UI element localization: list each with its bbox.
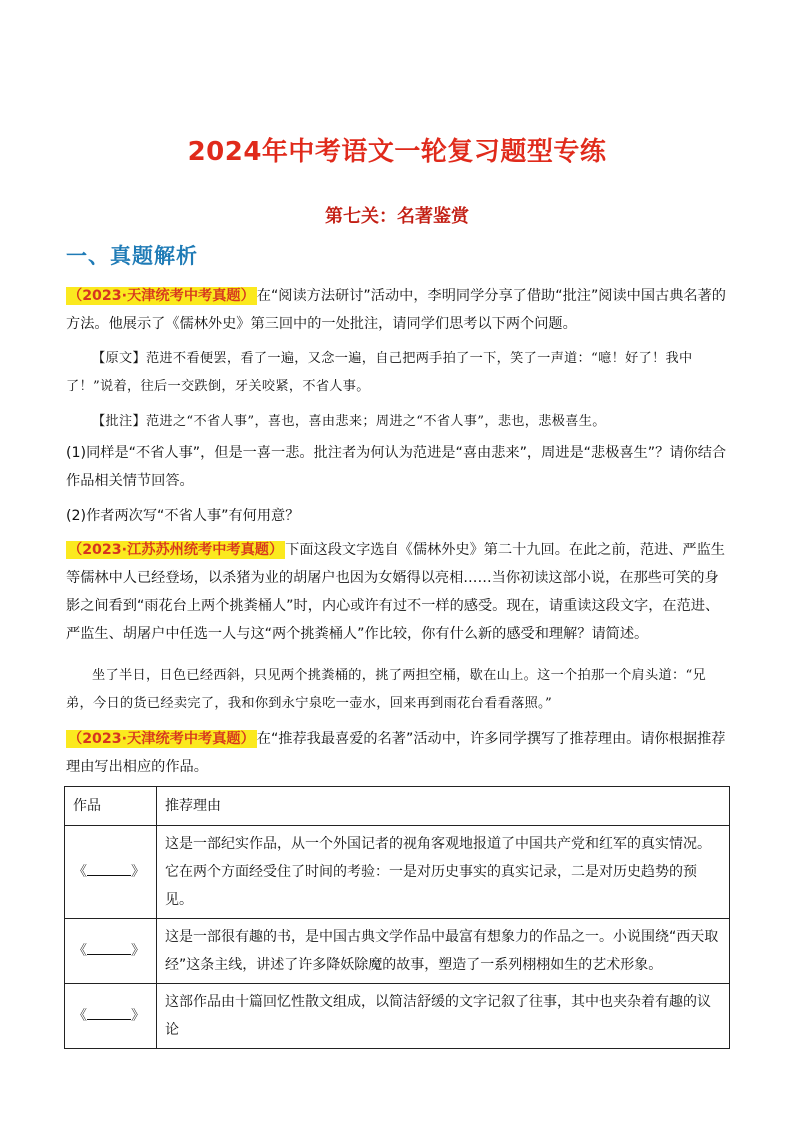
annotation-text-content: 【批注】范进之“不省人事”，喜也，喜由悲来；周进之“不省人事”，悲也，悲极喜生。 <box>92 414 606 429</box>
table-row <box>65 826 730 919</box>
book-quote-close: 》 <box>131 943 145 959</box>
source-tag: （2023·江苏苏州统考中考真题） <box>68 542 284 558</box>
original-text <box>66 345 730 401</box>
book-quote-close: 》 <box>131 1008 145 1024</box>
question-1 <box>66 282 730 338</box>
header-reason: 推荐理由 <box>157 787 730 826</box>
question-3-text: 在“推荐我最喜爱的名著”活动中，许多同学撰写了推荐理由。请你根据推荐理由写出相应的作品。 <box>66 731 726 775</box>
question-1-part-1 <box>66 439 730 495</box>
sub-question-1: (1)同样是“不省人事”，但是一喜一悲。批注者为何认为范进是“喜由悲来”，周进是“悲极喜生”？请你结合作品相关情节回答。 <box>66 445 727 489</box>
document-subtitle: 第七关：名著鉴赏 <box>325 206 469 227</box>
work-answer-cell[interactable] <box>65 919 157 984</box>
table-row <box>65 919 730 984</box>
table-header-row <box>65 787 730 826</box>
answer-blank[interactable] <box>87 940 131 955</box>
book-quote-open: 《 <box>73 1008 87 1024</box>
question-3-intro <box>66 725 730 781</box>
work-answer-cell[interactable] <box>65 984 157 1049</box>
question-2 <box>66 536 730 648</box>
reason-cell: 这是一部很有趣的书，是中国古典文学作品中最富有想象力的作品之一。小说围绕“西天取经”这条主线，讲述了许多降妖除魔的故事，塑造了一系列栩栩如生的艺术形象。 <box>157 919 730 984</box>
source-tag: （2023·天津统考中考真题） <box>68 288 255 304</box>
question-3 <box>66 725 730 781</box>
book-quote-open: 《 <box>73 943 87 959</box>
recommendation-table <box>64 786 730 1049</box>
reason-cell: 这部作品由十篇回忆性散文组成，以简洁舒缓的文字记叙了往事，其中也夹杂着有趣的议论 <box>157 984 730 1049</box>
excerpt-text-content: 坐了半日，日色已经西斜，只见两个挑粪桶的，挑了两担空桶，歇在山上。这一个拍那一个肩头道：“兄弟，今日的货已经卖完了，我和你到永宁泉吃一壶水，回来再到雨花台看看落照。” <box>66 668 706 711</box>
question-2-text: 下面这段文字选自《儒林外史》第二十九回。在此之前，范进、严监生等儒林中人已经登场，以杀猪为业的胡屠户也因为女婿得以亮相……当你初读这部小说，在那些可笑的身影之间看到“雨花台上两个挑粪桶人”时，内心或许有过不一样的感受。现在，请重读这段文字，在范进、严监生、胡屠户中任选一人与这“两个挑粪桶人”作比较，你有什么新的感受和理解？请简述。 <box>66 542 725 642</box>
question-1-part-2 <box>66 502 730 530</box>
sub-question-2: (2)作者两次写“不省人事”有何用意？ <box>66 508 300 524</box>
header-work: 作品 <box>65 787 157 826</box>
section-heading: 一、真题解析 <box>66 244 198 268</box>
answer-blank[interactable] <box>87 1005 131 1020</box>
reason-cell: 这是一部纪实作品，从一个外国记者的视角客观地报道了中国共产党和红军的真实情况。它在两个方面经受住了时间的考验：一是对历史事实的真实记录，二是对历史趋势的预见。 <box>157 826 730 919</box>
document-title: 2024年中考语文一轮复习题型专练 <box>187 137 607 167</box>
source-tag: （2023·天津统考中考真题） <box>68 731 255 747</box>
book-quote-open: 《 <box>73 864 87 880</box>
original-text-content: 【原文】范进不看便罢，看了一遍，又念一遍，自己把两手拍了一下，笑了一声道：“噫！好了！我中了！”说着，往后一交跌倒，牙关咬紧，不省人事。 <box>66 351 693 394</box>
question-1-text: 在“阅读方法研讨”活动中，李明同学分享了借助“批注”阅读中国古典名著的方法。他展示了《儒林外史》第三回中的一处批注，请同学们思考以下两个问题。 <box>66 288 726 332</box>
excerpt-text <box>66 662 730 718</box>
book-quote-close: 》 <box>131 864 145 880</box>
answer-blank[interactable] <box>87 861 131 876</box>
work-answer-cell[interactable] <box>65 826 157 919</box>
question-2-intro <box>66 536 730 648</box>
question-1-intro <box>66 282 730 338</box>
table-row <box>65 984 730 1049</box>
recommendation-table-wrap <box>64 786 730 1049</box>
annotation-text <box>66 408 730 436</box>
